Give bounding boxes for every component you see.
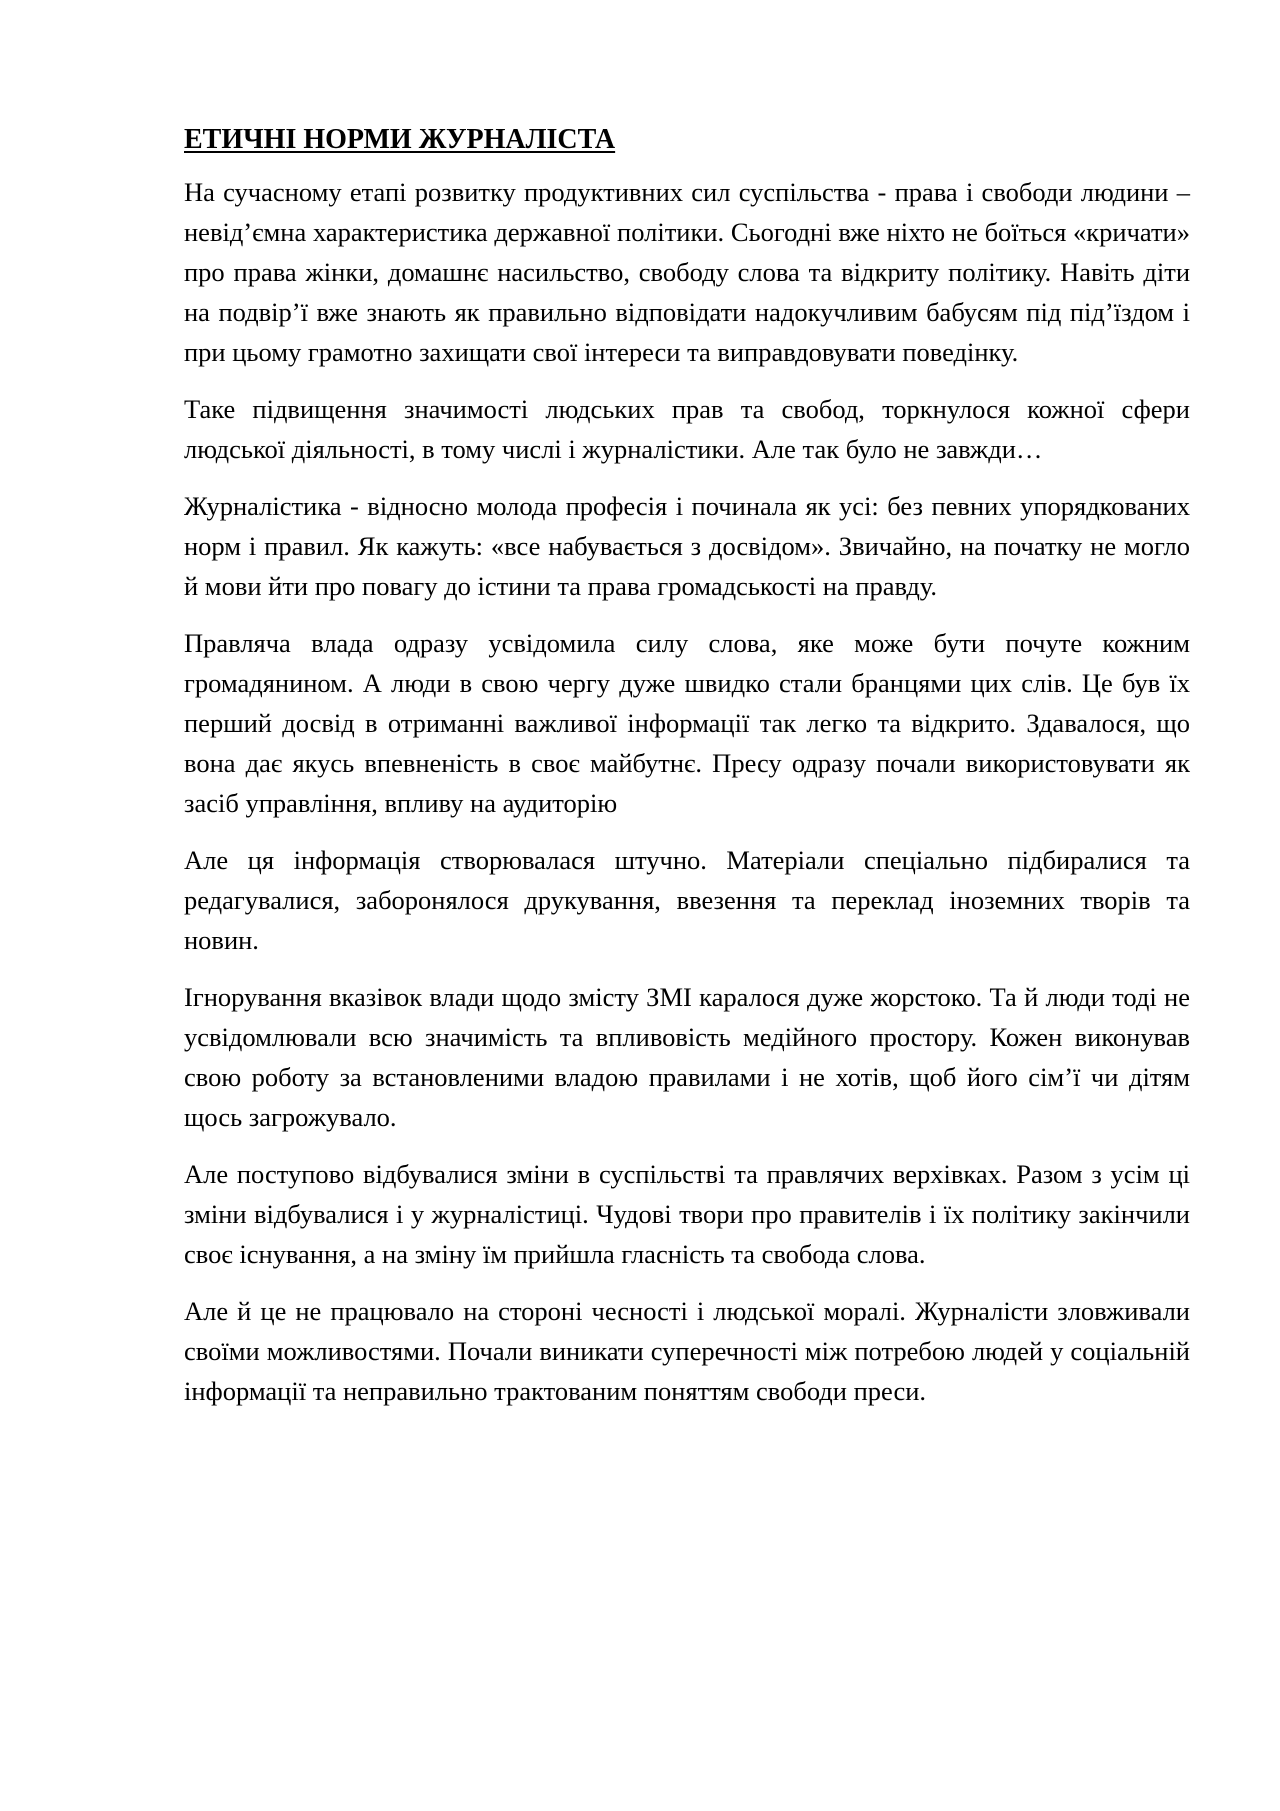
paragraph-3: Журналістика - відносно молода професія і починала як усі: без певних упорядкованих норм і правил. Як кажуть: «все набувається з досвідом». Звичайно, на початку не могло й мови йти про повагу до істини та права громадськості на правду.	[184, 491, 1190, 601]
paragraph-2: Таке підвищення значимості людських прав та свобод, торкнулося кожної сфери людської діяльності, в тому числі і журналістики. Але так було не завжди…	[184, 394, 1190, 464]
document-page	[184, 118, 1190, 1428]
paragraph-7: Але поступово відбувалися зміни в суспільстві та правлячих верхівках. Разом з усім ці зміни відбувалися і у журналістиці. Чудові твори про правителів і їх політику закінчили своє існування, а на зміну їм прийшла гласність та свобода слова.	[184, 1159, 1190, 1269]
paragraph-4: Правляча влада одразу усвідомила силу слова, яке може бути почуте кожним громадянином. А люди в свою чергу дуже швидко стали бранцями цих слів. Це був їх перший досвід в отриманні важливої інформації так легко та відкрито. Здавалося, що вона дає якусь впевненість в своє майбутнє. Пресу одразу почали використовувати як засіб управління, впливу на аудиторію	[184, 628, 1190, 818]
paragraph-6: Ігнорування вказівок влади щодо змісту ЗМІ каралося дуже жорстоко. Та й люди тоді не усвідомлювали всю значимість та впливовість медійного простору. Кожен виконував свою роботу за встановленими владою правилами і не хотів, щоб його сім’ї чи дітям щось загрожувало.	[184, 982, 1190, 1132]
paragraph-8: Але й це не працювало на стороні чесності і людської моралі. Журналісти зловживали своїми можливостями. Почали виникати суперечності між потребою людей у соціальній інформації та неправильно трактованим поняттям свободи преси.	[184, 1296, 1190, 1406]
paragraph-1: На сучасному етапі розвитку продуктивних сил суспільства - права і свободи людини – невід’ємна характеристика державної політики. Сьогодні вже ніхто не боїться «кричати» про права жінки, домашнє насильство, свободу слова та відкриту політику. Навіть діти на подвір’ї вже знають як правильно відповідати надокучливим бабусям під під’їздом і при цьому грамотно захищати свої інтереси та виправдовувати поведінку.	[184, 177, 1190, 367]
paragraph-5: Але ця інформація створювалася штучно. Матеріали спеціально підбиралися та редагувалися, заборонялося друкування, ввезення та переклад іноземних творів та новин.	[184, 845, 1190, 955]
document-title: ЕТИЧНІ НОРМИ ЖУРНАЛІСТА	[184, 124, 616, 155]
